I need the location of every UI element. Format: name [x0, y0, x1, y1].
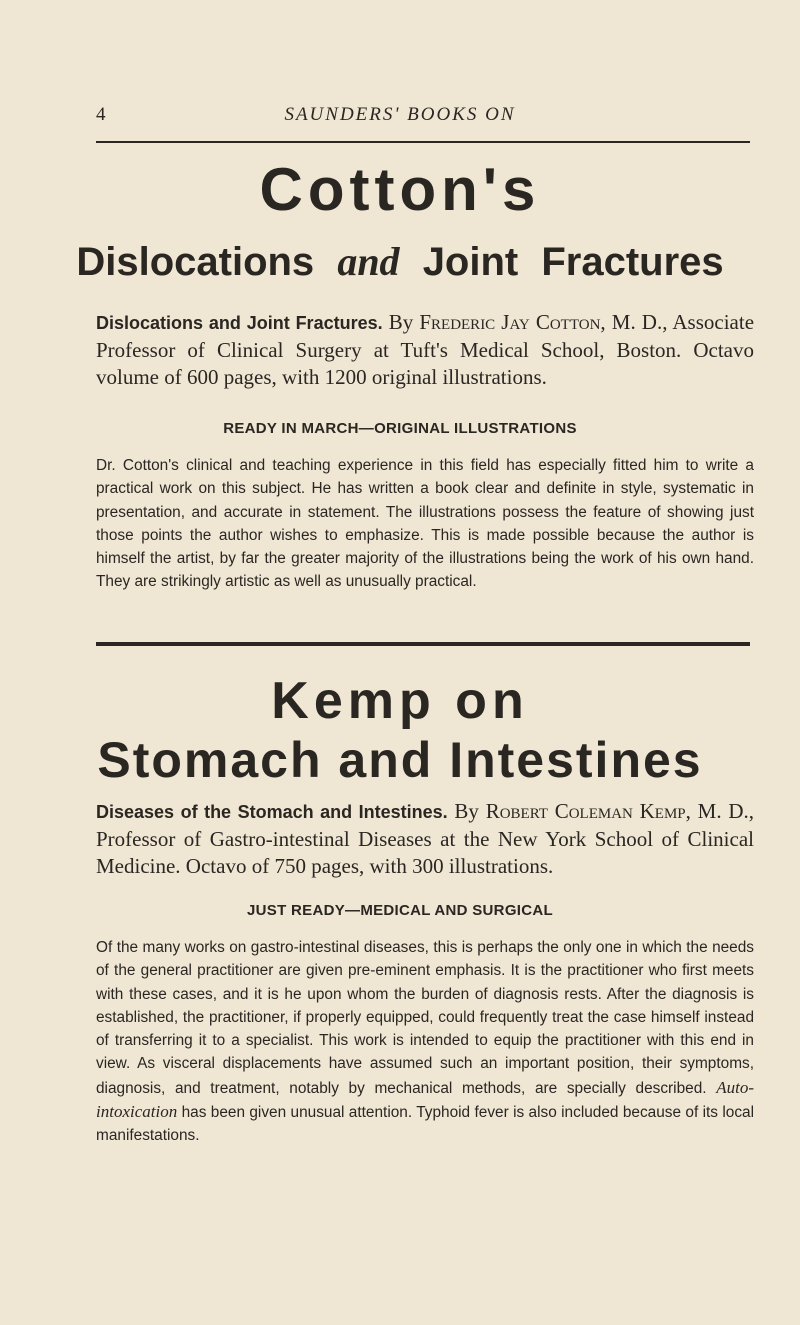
kemp-description-end: has been given unusual attention. Typhoid fever is also included because of its local manifestations.: [96, 1104, 754, 1145]
kemp-description: [96, 936, 754, 1148]
section-divider: [96, 642, 750, 646]
cotton-description: Dr. Cotton's clinical and teaching experience in this field has especially fitted him to write a practical work on this subject. He has written a book clear and definite in style, systematic in presentation, and accurate in statement. The illustrations possess the feature of showing just those points the author wishes to emphasize. This is made possible because the author is himself the artist, by far the greater majority of the illustrations being the work of his own hand. They are strikingly artistic as well as unusually practical.: [96, 457, 754, 591]
cotton-credit: M. D., Associate Professor of Clinical Surgery at Tuft's Medical School, Boston. Octavo volume of 600 pages, with 1200 original illustrations.: [96, 310, 755, 389]
kemp-book-title: Diseases of the Stomach and Intestines.: [96, 802, 448, 822]
kemp-description-main: Of the many works on gastro-intestinal diseases, this is perhaps the only one in which the needs of the general practitioner are given pre-eminent emphasis. It is the practitioner who first meets with these cases, and it is he upon whom the burden of diagnosis rests. After the diagnosis is established, the practitioner, if properly equipped, could frequently treat the case himself instead of transferring it to a specialist. This work is intended to equip the practitioner with this end in view. As visceral displacements have assumed such an important position, their symptoms, diagnosis, and treatment, notably by mechanical methods, are specially described.: [96, 939, 754, 1097]
kemp-book-entry: [96, 798, 754, 880]
kemp-status: JUST READY—MEDICAL AND SURGICAL: [247, 902, 553, 919]
cotton-book-entry: [96, 309, 754, 391]
kemp-title: Kemp on: [271, 672, 529, 730]
cotton-subtitle-part1: Dislocations: [76, 240, 315, 284]
running-head: SAUNDERS' BOOKS ON: [284, 104, 516, 125]
kemp-author: Robert Coleman Kemp,: [485, 799, 691, 823]
kemp-credit: M. D., Professor of Gastro-intestinal Diseases at the New York School of Clinical Medicine. Octavo of 750 pages, with 300 illustrations.: [96, 799, 755, 878]
cotton-subtitle-part2: Joint Fractures: [422, 240, 724, 284]
cotton-status: READY IN MARCH—ORIGINAL ILLUSTRATIONS: [223, 420, 577, 437]
cotton-book-title: Dislocations and Joint Fractures.: [96, 313, 383, 333]
cotton-subtitle-and: and: [337, 239, 400, 284]
kemp-description-italic: Auto-intoxication: [96, 1077, 754, 1122]
cotton-by: By: [388, 310, 414, 334]
cotton-title: Cotton's: [259, 156, 541, 223]
page-number: 4: [96, 104, 106, 125]
kemp-subtitle: Stomach and Intestines: [97, 732, 703, 788]
cotton-subtitle: [0, 240, 800, 284]
cotton-author: Frederic Jay Cotton,: [419, 310, 606, 334]
header-rule: [96, 141, 750, 143]
kemp-by: By: [454, 799, 479, 823]
